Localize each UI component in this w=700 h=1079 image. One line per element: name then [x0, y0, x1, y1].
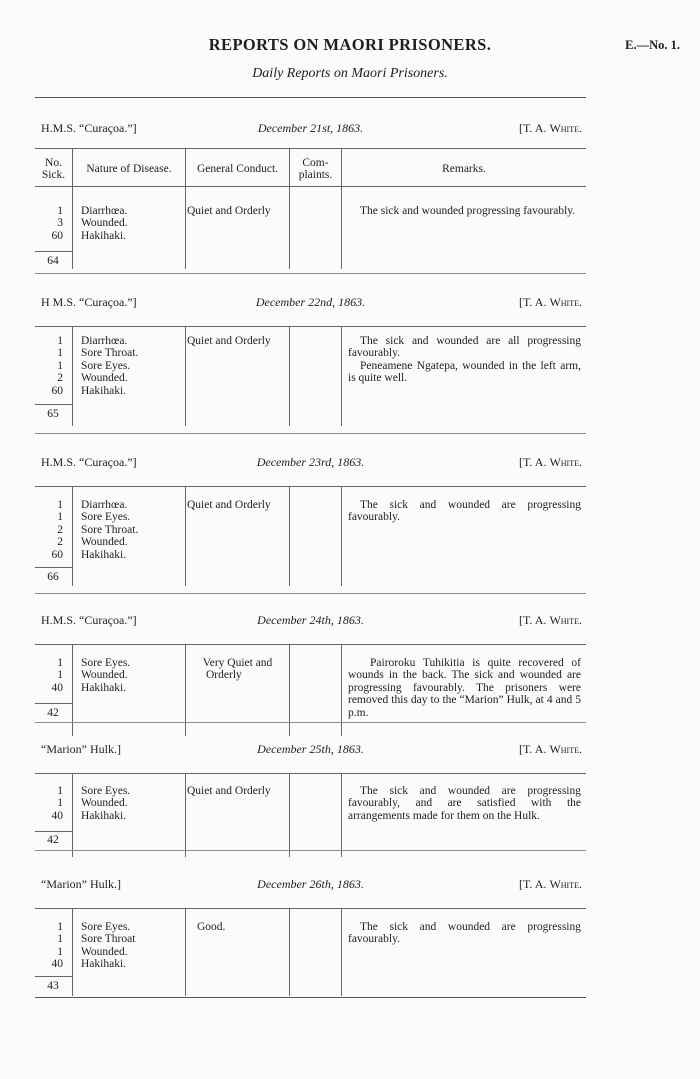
- remarks: The sick and wounded are progressing favourably.: [348, 499, 581, 524]
- remarks: The sick and wounded progressing favourably.: [360, 205, 576, 217]
- report-table: [35, 908, 586, 996]
- report-table: [35, 326, 586, 426]
- daily-report: [35, 295, 586, 435]
- sick-counts: 1 1 40: [51, 657, 63, 694]
- daily-report: [35, 877, 586, 1002]
- remarks: The sick and wounded are all progressing favourably. Peneamene Ngatepa, wounded in the left arm, is quite well.: [348, 335, 581, 385]
- report-header: [35, 121, 586, 137]
- report-date: December 22nd, 1863.: [255, 295, 366, 309]
- page-title: REPORTS ON MAORI PRISONERS.: [208, 35, 492, 54]
- remarks: The sick and wounded are progressing favourably.: [348, 921, 581, 946]
- report-date: December 24th, 1863.: [257, 613, 364, 627]
- sick-counts: 1 3 60: [51, 205, 63, 242]
- general-conduct: Very Quiet and Orderly: [202, 657, 273, 682]
- remarks: The sick and wounded are progressing favourably, and are satisfied with the arrangements made for them on the Hulk.: [348, 785, 581, 822]
- column-header-complaints: Com- plaints.: [298, 157, 333, 182]
- ship-name: H.M.S. “Curaçoa.”]: [41, 455, 137, 469]
- ship-name: H.M.S. “Curaçoa.”]: [41, 613, 137, 627]
- disease-list: Diarrhœa. Sore Eyes. Sore Throat. Wounded. Hakihaki.: [81, 499, 139, 561]
- page-subtitle: Daily Reports on Maori Prisoners.: [252, 66, 448, 81]
- report-table: [35, 148, 586, 269]
- report-table: [35, 773, 586, 857]
- officer-signature: [T. A. White.: [519, 877, 582, 891]
- report-date: December 25th, 1863.: [257, 742, 364, 756]
- general-conduct: Quiet and Orderly: [187, 205, 271, 217]
- report-table: [35, 486, 586, 586]
- ship-name: “Marion” Hulk.]: [41, 742, 121, 756]
- daily-report: [35, 742, 586, 862]
- report-date: December 21st, 1863.: [257, 121, 364, 135]
- disease-list: Diarrhœa. Sore Throat. Sore Eyes. Wounded. Hakihaki.: [81, 335, 139, 397]
- ship-name: H M.S. “Curaçoa.”]: [41, 295, 137, 309]
- sick-counts: 1 1 1 2 60: [51, 335, 63, 397]
- general-conduct: Good.: [197, 921, 226, 933]
- total-sick: 66: [47, 571, 59, 583]
- general-conduct: Quiet and Orderly: [187, 499, 271, 511]
- document-reference: E.—No. 1.: [625, 38, 680, 52]
- total-sick: 64: [47, 255, 59, 267]
- column-header-no-sick: No. Sick.: [41, 157, 66, 182]
- column-header-nature: Nature of Disease.: [86, 163, 172, 175]
- top-rule: [35, 97, 586, 98]
- remarks: Pairoroku Tuhikitia is quite recovered of wounds in the back. The sick and wounded are progressing favourably. The prisoners were removed this day to the “Marion” Hulk, at 4 and 5 p.m.: [348, 657, 581, 719]
- ship-name: H.M.S. “Curaçoa.”]: [41, 121, 137, 135]
- report-header: [35, 742, 586, 758]
- general-conduct: Quiet and Orderly: [187, 785, 271, 797]
- general-conduct: Quiet and Orderly: [187, 335, 271, 347]
- column-header-remarks: Remarks.: [442, 163, 486, 175]
- disease-list: Sore Eyes. Wounded. Hakihaki.: [81, 657, 131, 694]
- disease-list: Sore Eyes. Sore Throat Wounded. Hakihaki.: [81, 921, 136, 971]
- report-header: [35, 295, 586, 311]
- total-sick: 42: [47, 707, 59, 719]
- sick-counts: 1 1 1 40: [51, 921, 63, 971]
- sick-counts: 1 1 40: [51, 785, 63, 822]
- disease-list: Diarrhœa. Wounded. Hakihaki.: [81, 205, 128, 242]
- officer-signature: [T. A. White.: [519, 295, 582, 309]
- total-sick: 42: [47, 834, 59, 846]
- report-date: December 23rd, 1863.: [256, 455, 365, 469]
- report-header: [35, 877, 586, 893]
- daily-report: [35, 455, 586, 595]
- sick-counts: 1 1 2 2 60: [51, 499, 63, 561]
- report-header: [35, 455, 586, 471]
- officer-signature: [T. A. White.: [519, 742, 582, 756]
- officer-signature: [T. A. White.: [519, 121, 582, 135]
- daily-report: [35, 121, 586, 271]
- disease-list: Sore Eyes. Wounded. Hakihaki.: [81, 785, 131, 822]
- report-date: December 26th, 1863.: [257, 877, 364, 891]
- daily-report: [35, 613, 586, 738]
- report-header: [35, 613, 586, 629]
- officer-signature: [T. A. White.: [519, 455, 582, 469]
- officer-signature: [T. A. White.: [519, 613, 582, 627]
- total-sick: 65: [47, 408, 59, 420]
- ship-name: “Marion” Hulk.]: [41, 877, 121, 891]
- total-sick: 43: [47, 980, 59, 992]
- column-header-conduct: General Conduct.: [196, 163, 279, 175]
